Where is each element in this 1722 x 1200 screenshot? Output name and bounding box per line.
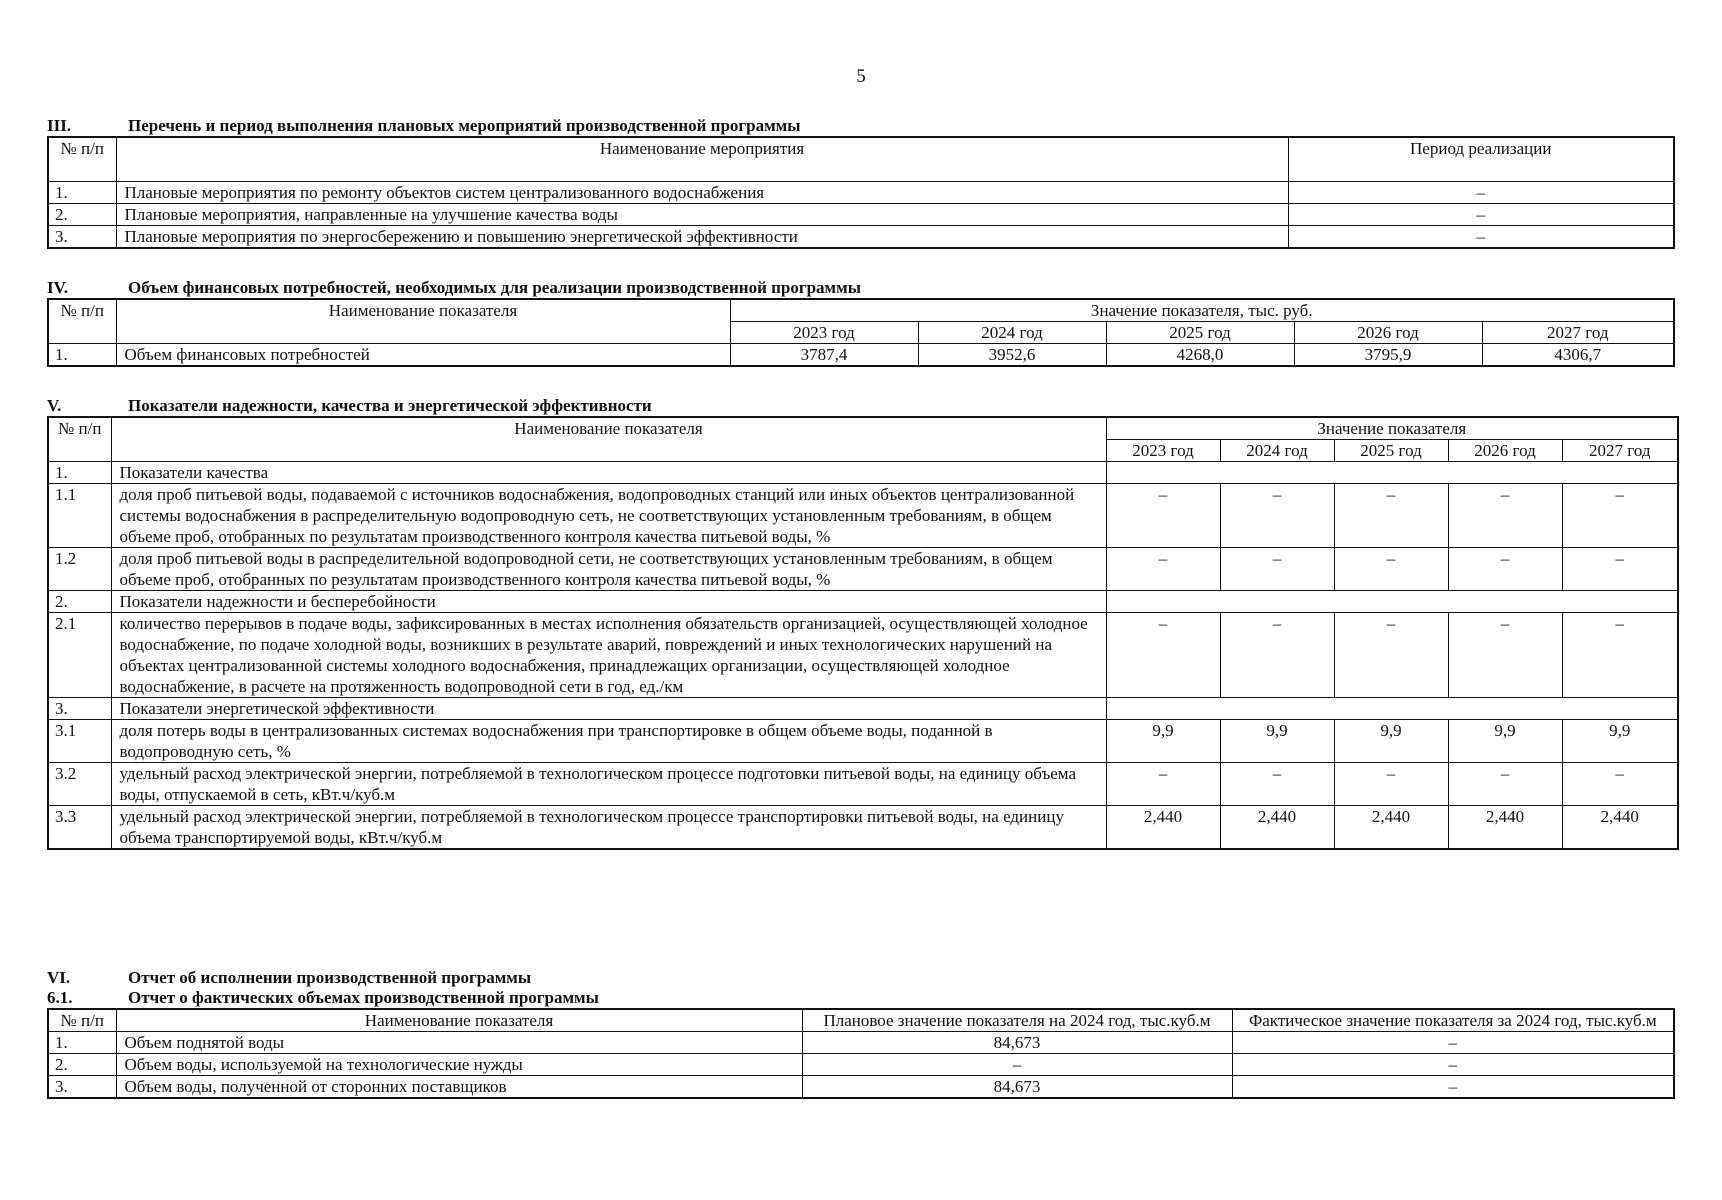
header-value: Значение показателя, тыс. руб. — [730, 299, 1674, 322]
table-row — [48, 484, 1678, 548]
header-period: Период реализации — [1288, 137, 1674, 181]
row-value: – — [1220, 548, 1334, 591]
row-value: – — [1220, 613, 1334, 698]
header-name: Наименование показателя — [116, 1009, 802, 1032]
row-value: – — [1334, 613, 1448, 698]
header-value: Значение показателя — [1106, 417, 1678, 440]
row-value: 9,9 — [1562, 720, 1678, 763]
row-period: – — [1288, 181, 1674, 203]
row-plan: – — [802, 1054, 1232, 1076]
row-fact: – — [1232, 1032, 1674, 1054]
section-6 — [47, 968, 1675, 1099]
section-4-number: IV. — [47, 278, 68, 297]
row-name: Объем воды, используемой на технологические нужды — [116, 1054, 802, 1076]
section-3-heading — [47, 116, 1675, 136]
table-row — [48, 1054, 1674, 1076]
row-empty-values — [1106, 698, 1678, 720]
section-6-1-title: Отчет о фактических объемах производственной программы — [128, 988, 599, 1007]
year-header: 2023 год — [1106, 440, 1220, 462]
row-num: 1. — [48, 462, 111, 484]
header-plan: Плановое значение показателя на 2024 год, тыс.куб.м — [802, 1009, 1232, 1032]
row-name: доля потерь воды в централизованных системах водоснабжения при транспортировке в общем объеме воды, поданной в водопроводную сеть, % — [111, 720, 1106, 763]
row-value: – — [1334, 763, 1448, 806]
row-name: Объем поднятой воды — [116, 1032, 802, 1054]
section-6-number: VI. — [47, 968, 71, 987]
row-value: – — [1448, 763, 1562, 806]
header-num: № п/п — [48, 137, 116, 181]
row-name: Плановые мероприятия по ремонту объектов систем централизованного водоснабжения — [116, 181, 1288, 203]
year-header: 2027 год — [1482, 322, 1674, 344]
page-number: 5 — [856, 66, 866, 87]
table-row — [48, 763, 1678, 806]
header-name: Наименование показателя — [111, 417, 1106, 462]
row-name: доля проб питьевой воды в распределительной водопроводной сети, не соответствующих установленным требованиям, в общем объеме проб, отобранных по результатам производственного контроля качества питьевой воды, % — [111, 548, 1106, 591]
row-num: 3. — [48, 225, 116, 248]
table-row — [48, 698, 1678, 720]
row-value: – — [1220, 484, 1334, 548]
header-num: № п/п — [48, 299, 116, 344]
section-5-title: Показатели надежности, качества и энергетической эффективности — [128, 396, 652, 415]
row-value: 9,9 — [1220, 720, 1334, 763]
row-value: – — [1106, 613, 1220, 698]
row-value: 2,440 — [1334, 806, 1448, 850]
table-row — [48, 548, 1678, 591]
row-name: количество перерывов в подаче воды, зафиксированных в местах исполнения обязательств организацией, осуществляющей холодное водоснабжение, по подаче холодной воды, возникших в результате аварий, повреждений и иных технологических нарушений на объектах централизованной системы холодного водоснабжения, принадлежащих организации, осуществляющей холодное водоснабжение, в расчете на протяженность водопроводной сети в год, ед./км — [111, 613, 1106, 698]
header-num: № п/п — [48, 1009, 116, 1032]
row-empty-values — [1106, 591, 1678, 613]
header-name: Наименование мероприятия — [116, 137, 1288, 181]
row-value: – — [1106, 763, 1220, 806]
row-value: – — [1562, 763, 1678, 806]
row-value: – — [1106, 548, 1220, 591]
section-5-table — [47, 416, 1679, 850]
year-header: 2027 год — [1562, 440, 1678, 462]
row-value: 3787,4 — [730, 344, 918, 367]
row-num: 2. — [48, 203, 116, 225]
row-num: 3.3 — [48, 806, 111, 850]
row-period: – — [1288, 203, 1674, 225]
section-5-number: V. — [47, 396, 62, 415]
section-4-heading — [47, 278, 1675, 298]
year-header: 2024 год — [918, 322, 1106, 344]
row-num: 2. — [48, 1054, 116, 1076]
section-4-title: Объем финансовых потребностей, необходимых для реализации производственной программы — [128, 278, 861, 297]
row-value: – — [1448, 484, 1562, 548]
row-value: 4268,0 — [1106, 344, 1294, 367]
row-num: 3. — [48, 698, 111, 720]
row-name: Плановые мероприятия, направленные на улучшение качества воды — [116, 203, 1288, 225]
row-value: 4306,7 — [1482, 344, 1674, 367]
row-name: доля проб питьевой воды, подаваемой с источников водоснабжения, водопроводных станций или иных объектов централизованной системы водоснабжения в распределительную водопроводную сеть, не соответствующих установленным требованиям, в общем объеме проб, отобранных по результатам производственного контроля качества питьевой воды, % — [111, 484, 1106, 548]
row-num: 3. — [48, 1076, 116, 1099]
row-num: 1. — [48, 1032, 116, 1054]
row-value: 9,9 — [1334, 720, 1448, 763]
section-4 — [47, 278, 1675, 367]
year-header: 2026 год — [1448, 440, 1562, 462]
row-name: Показатели энергетической эффективности — [111, 698, 1106, 720]
row-value: 2,440 — [1448, 806, 1562, 850]
row-name: удельный расход электрической энергии, потребляемой в технологическом процессе подготовки питьевой воды, на единицу объема воды, отпускаемой в сеть, кВт.ч/куб.м — [111, 763, 1106, 806]
row-fact: – — [1232, 1076, 1674, 1099]
table-row — [48, 181, 1674, 203]
row-value: – — [1220, 763, 1334, 806]
row-value: 2,440 — [1106, 806, 1220, 850]
row-period: – — [1288, 225, 1674, 248]
row-num: 1. — [48, 181, 116, 203]
row-plan: 84,673 — [802, 1076, 1232, 1099]
row-value: – — [1334, 548, 1448, 591]
row-num: 1. — [48, 344, 116, 367]
row-value: 3795,9 — [1294, 344, 1482, 367]
row-num: 1.2 — [48, 548, 111, 591]
row-name: Показатели надежности и бесперебойности — [111, 591, 1106, 613]
section-5 — [47, 396, 1679, 850]
row-name: Объем воды, полученной от сторонних поставщиков — [116, 1076, 802, 1099]
table-row — [48, 591, 1678, 613]
row-value: 9,9 — [1106, 720, 1220, 763]
row-value: 2,440 — [1562, 806, 1678, 850]
row-value: 2,440 — [1220, 806, 1334, 850]
table-row — [48, 462, 1678, 484]
section-3 — [47, 116, 1675, 249]
year-header: 2023 год — [730, 322, 918, 344]
section-3-table — [47, 136, 1675, 249]
row-value: – — [1334, 484, 1448, 548]
row-num: 1.1 — [48, 484, 111, 548]
section-6-heading — [47, 968, 1675, 988]
year-header: 2025 год — [1106, 322, 1294, 344]
table-row — [48, 203, 1674, 225]
section-6-title: Отчет об исполнении производственной программы — [128, 968, 532, 987]
table-row — [48, 1076, 1674, 1099]
row-value: – — [1562, 484, 1678, 548]
row-value: – — [1106, 484, 1220, 548]
table-row — [48, 806, 1678, 850]
section-6-table — [47, 1008, 1675, 1099]
row-value: 3952,6 — [918, 344, 1106, 367]
table-row — [48, 613, 1678, 698]
table-row — [48, 225, 1674, 248]
header-name: Наименование показателя — [116, 299, 730, 344]
row-name: Плановые мероприятия по энергосбережению и повышению энергетической эффективности — [116, 225, 1288, 248]
row-name: удельный расход электрической энергии, потребляемой в технологическом процессе транспортировки питьевой воды, на единицу объема транспортируемой воды, кВт.ч/куб.м — [111, 806, 1106, 850]
row-value: – — [1562, 548, 1678, 591]
row-fact: – — [1232, 1054, 1674, 1076]
year-header: 2024 год — [1220, 440, 1334, 462]
table-row — [48, 720, 1678, 763]
row-value: 9,9 — [1448, 720, 1562, 763]
year-header: 2026 год — [1294, 322, 1482, 344]
section-3-number: III. — [47, 116, 72, 135]
year-header: 2025 год — [1334, 440, 1448, 462]
row-num: 2. — [48, 591, 111, 613]
section-5-heading — [47, 396, 1679, 416]
table-row — [48, 1032, 1674, 1054]
section-3-title: Перечень и период выполнения плановых мероприятий производственной программы — [128, 116, 801, 135]
row-value: – — [1562, 613, 1678, 698]
table-row — [48, 344, 1674, 367]
section-6-1-number: 6.1. — [47, 988, 73, 1007]
row-num: 3.2 — [48, 763, 111, 806]
row-value: – — [1448, 548, 1562, 591]
row-name: Объем финансовых потребностей — [116, 344, 730, 367]
section-6-1-heading — [47, 988, 1675, 1008]
row-name: Показатели качества — [111, 462, 1106, 484]
row-num: 3.1 — [48, 720, 111, 763]
header-fact: Фактическое значение показателя за 2024 год, тыс.куб.м — [1232, 1009, 1674, 1032]
row-empty-values — [1106, 462, 1678, 484]
section-4-table — [47, 298, 1675, 367]
header-num: № п/п — [48, 417, 111, 462]
row-value: – — [1448, 613, 1562, 698]
row-num: 2.1 — [48, 613, 111, 698]
row-plan: 84,673 — [802, 1032, 1232, 1054]
